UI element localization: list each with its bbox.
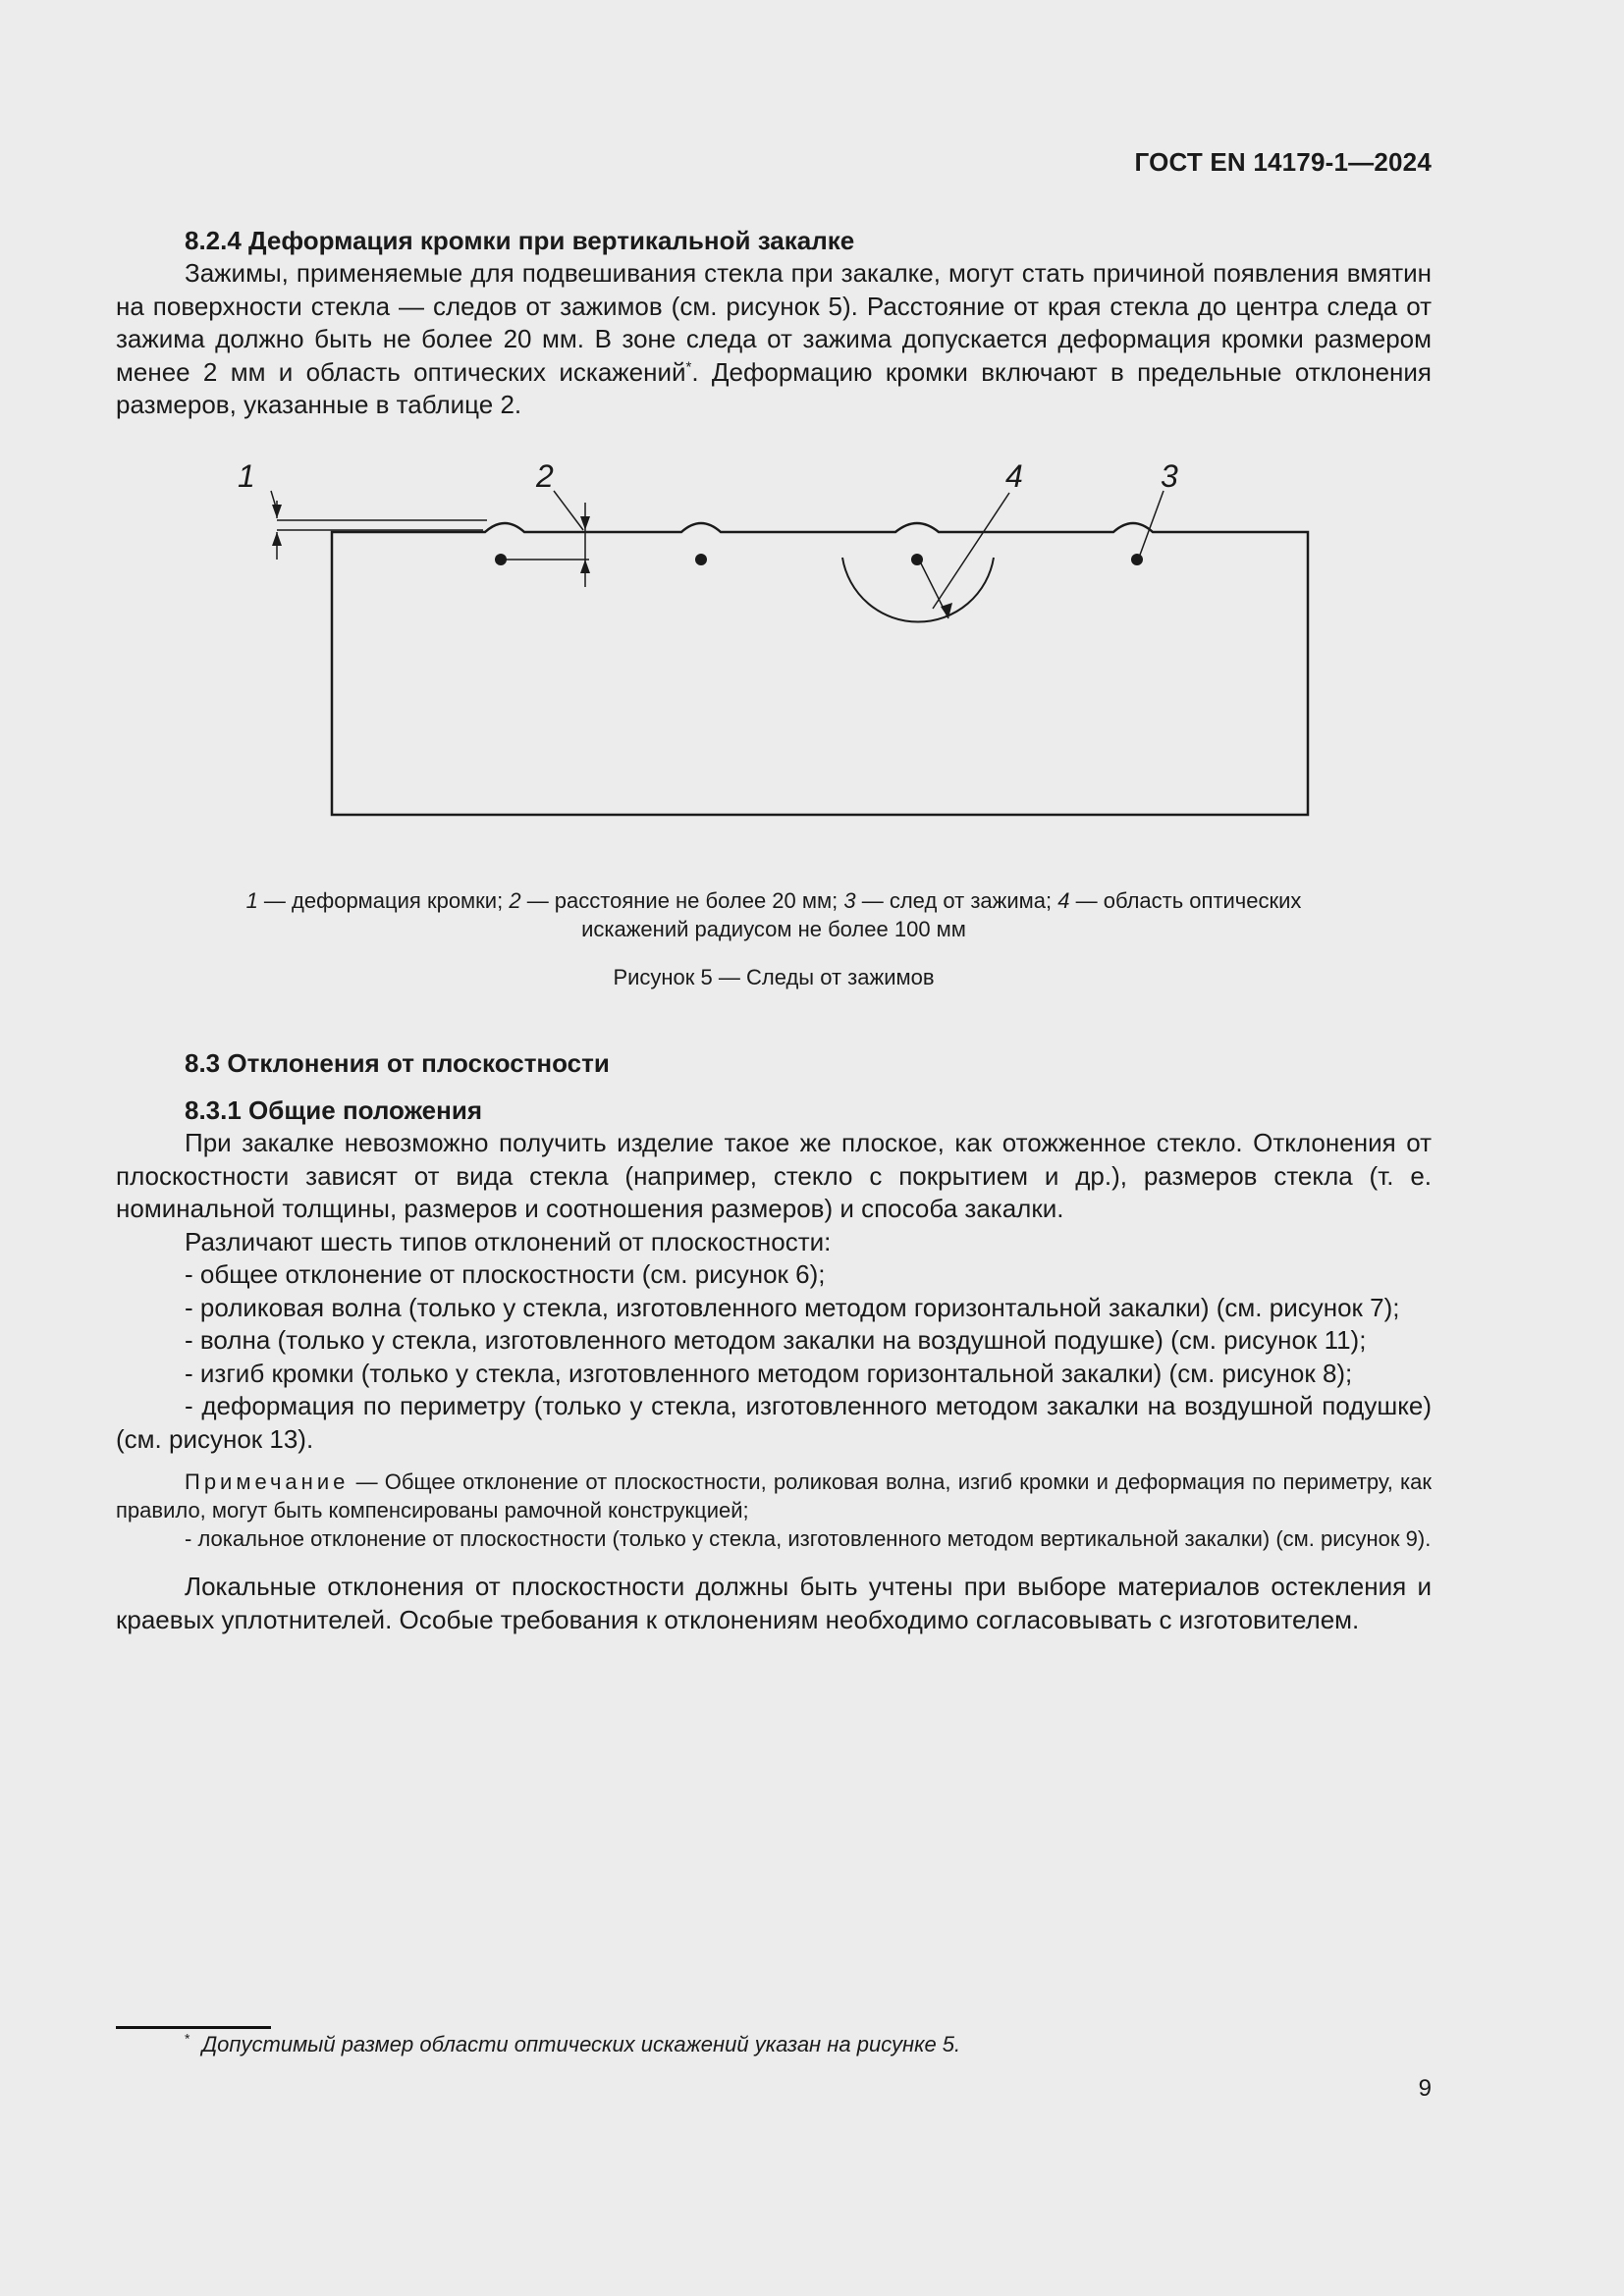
footnote-mark: * [185,2030,190,2047]
clamp-mark-3 [911,554,923,565]
section-8-3-1 [116,1094,1432,1636]
footnote-separator [116,2026,271,2029]
legend-text: — область оптических [1069,888,1302,913]
clamp-mark-4 [1131,554,1143,565]
legend-number: 4 [1057,888,1070,913]
document-id-header: ГОСТ EN 14179-1—2024 [1134,147,1432,177]
list-item: - изгиб кромки (только у стекла, изготовленного методом горизонтальной закалки) (см. рисунок 8); [185,1358,1353,1388]
paragraph-text-part2: . Деформацию кромки включают в предельные отклонения размеров, указанные в таблице 2. [116,356,1432,419]
clamp-mark-2 [695,554,707,565]
legend-text: — деформация кромки; [257,888,510,913]
note-paragraph [116,1468,1432,1524]
list-item: - общее отклонение от плоскостности (см. рисунок 6); [185,1259,826,1289]
legend-text: — след от зажима; [855,888,1058,913]
section-8-3-1-paragraph-2: Различают шесть типов отклонений от плоскостности: [185,1226,832,1256]
section-8-2-4-title: 8.2.4 Деформация кромки при вертикальной закалке [185,226,855,255]
paragraph-text-part1: Зажимы, применяемые для подвешивания стекла при закалке, могут стать причиной появления вмятин на поверхности стекла — следов от зажимов (см. рисунок 5). Расстояние от края стекла до центра следа от зажима должно быть не более 20 мм. В зоне следа от зажима допускается деформация кромки размером менее 2 мм и область оптических искажений [116,258,1432,387]
figure-5-legend [116,886,1432,943]
list-item: - деформация по периметру (только у стекла, изготовленного методом закалки на воздушной подушке) (см. рисунок 13). [116,1391,1432,1454]
clamp-mark-1 [495,554,507,565]
note-text: — Общее отклонение от плоскостности, роликовая волна, изгиб кромки и деформация по периметру, как правило, могут быть компенсированы рамочной конструкцией; [116,1469,1432,1522]
figure-label-4: 4 [1005,458,1023,494]
page-number: 9 [1418,2075,1432,2102]
section-8-3-title: 8.3 Отклонения от плоскостности [185,1048,610,1078]
legend-number: 1 [245,888,258,913]
section-8-2-4-paragraph [116,257,1432,422]
figure-label-2: 2 [536,458,554,494]
section-8-3-1-title: 8.3.1 Общие положения [185,1095,482,1125]
figure-5-caption: Рисунок 5 — Следы от зажимов [613,965,935,989]
note-label: Примечание [185,1469,350,1494]
legend-number: 2 [509,888,521,913]
footnote-reference[interactable]: * [685,357,692,375]
footnote [185,2032,960,2057]
legend-number: 3 [843,888,856,913]
note-list-item: - локальное отклонение от плоскостности (только у стекла, изготовленного методом вертикальной закалки) (см. рисунок 9). [185,1526,1432,1551]
section-8-3-1-paragraph-1: При закалке невозможно получить изделие такое же плоское, как отожженное стекло. Отклонения от плоскостности зависят от вида стекла (например, стекло с покрытием и др.), размеров стекла (т. е. номинальной толщины, размеров и соотношения размеров) и способа закалки. [116,1128,1432,1223]
section-8-2-4 [116,224,1432,422]
glass-pane-outline [332,523,1308,815]
legend-text: — расстояние не более 20 мм; [520,888,844,913]
list-item: - роликовая волна (только у стекла, изготовленного методом горизонтальной закалки) (см. рисунок 7); [185,1292,1400,1322]
figure-label-1: 1 [238,458,255,494]
footnote-text: Допустимый размер области оптических искажений указан на рисунке 5. [201,2032,961,2056]
figure-5-drawing [226,452,1326,844]
section-8-3 [116,1046,1432,1080]
list-item: - волна (только у стекла, изготовленного методом закалки на воздушной подушке) (см. рисунок 11); [185,1325,1367,1355]
section-8-3-1-paragraph-3: Локальные отклонения от плоскостности должны быть учтены при выборе материалов остекления и краевых уплотнителей. Особые требования к отклонениям необходимо согласовывать с изготовителем. [116,1572,1432,1634]
optical-distortion-zone [842,558,994,622]
figure-label-3: 3 [1161,458,1178,494]
legend-text: искажений радиусом не более 100 мм [581,917,966,941]
